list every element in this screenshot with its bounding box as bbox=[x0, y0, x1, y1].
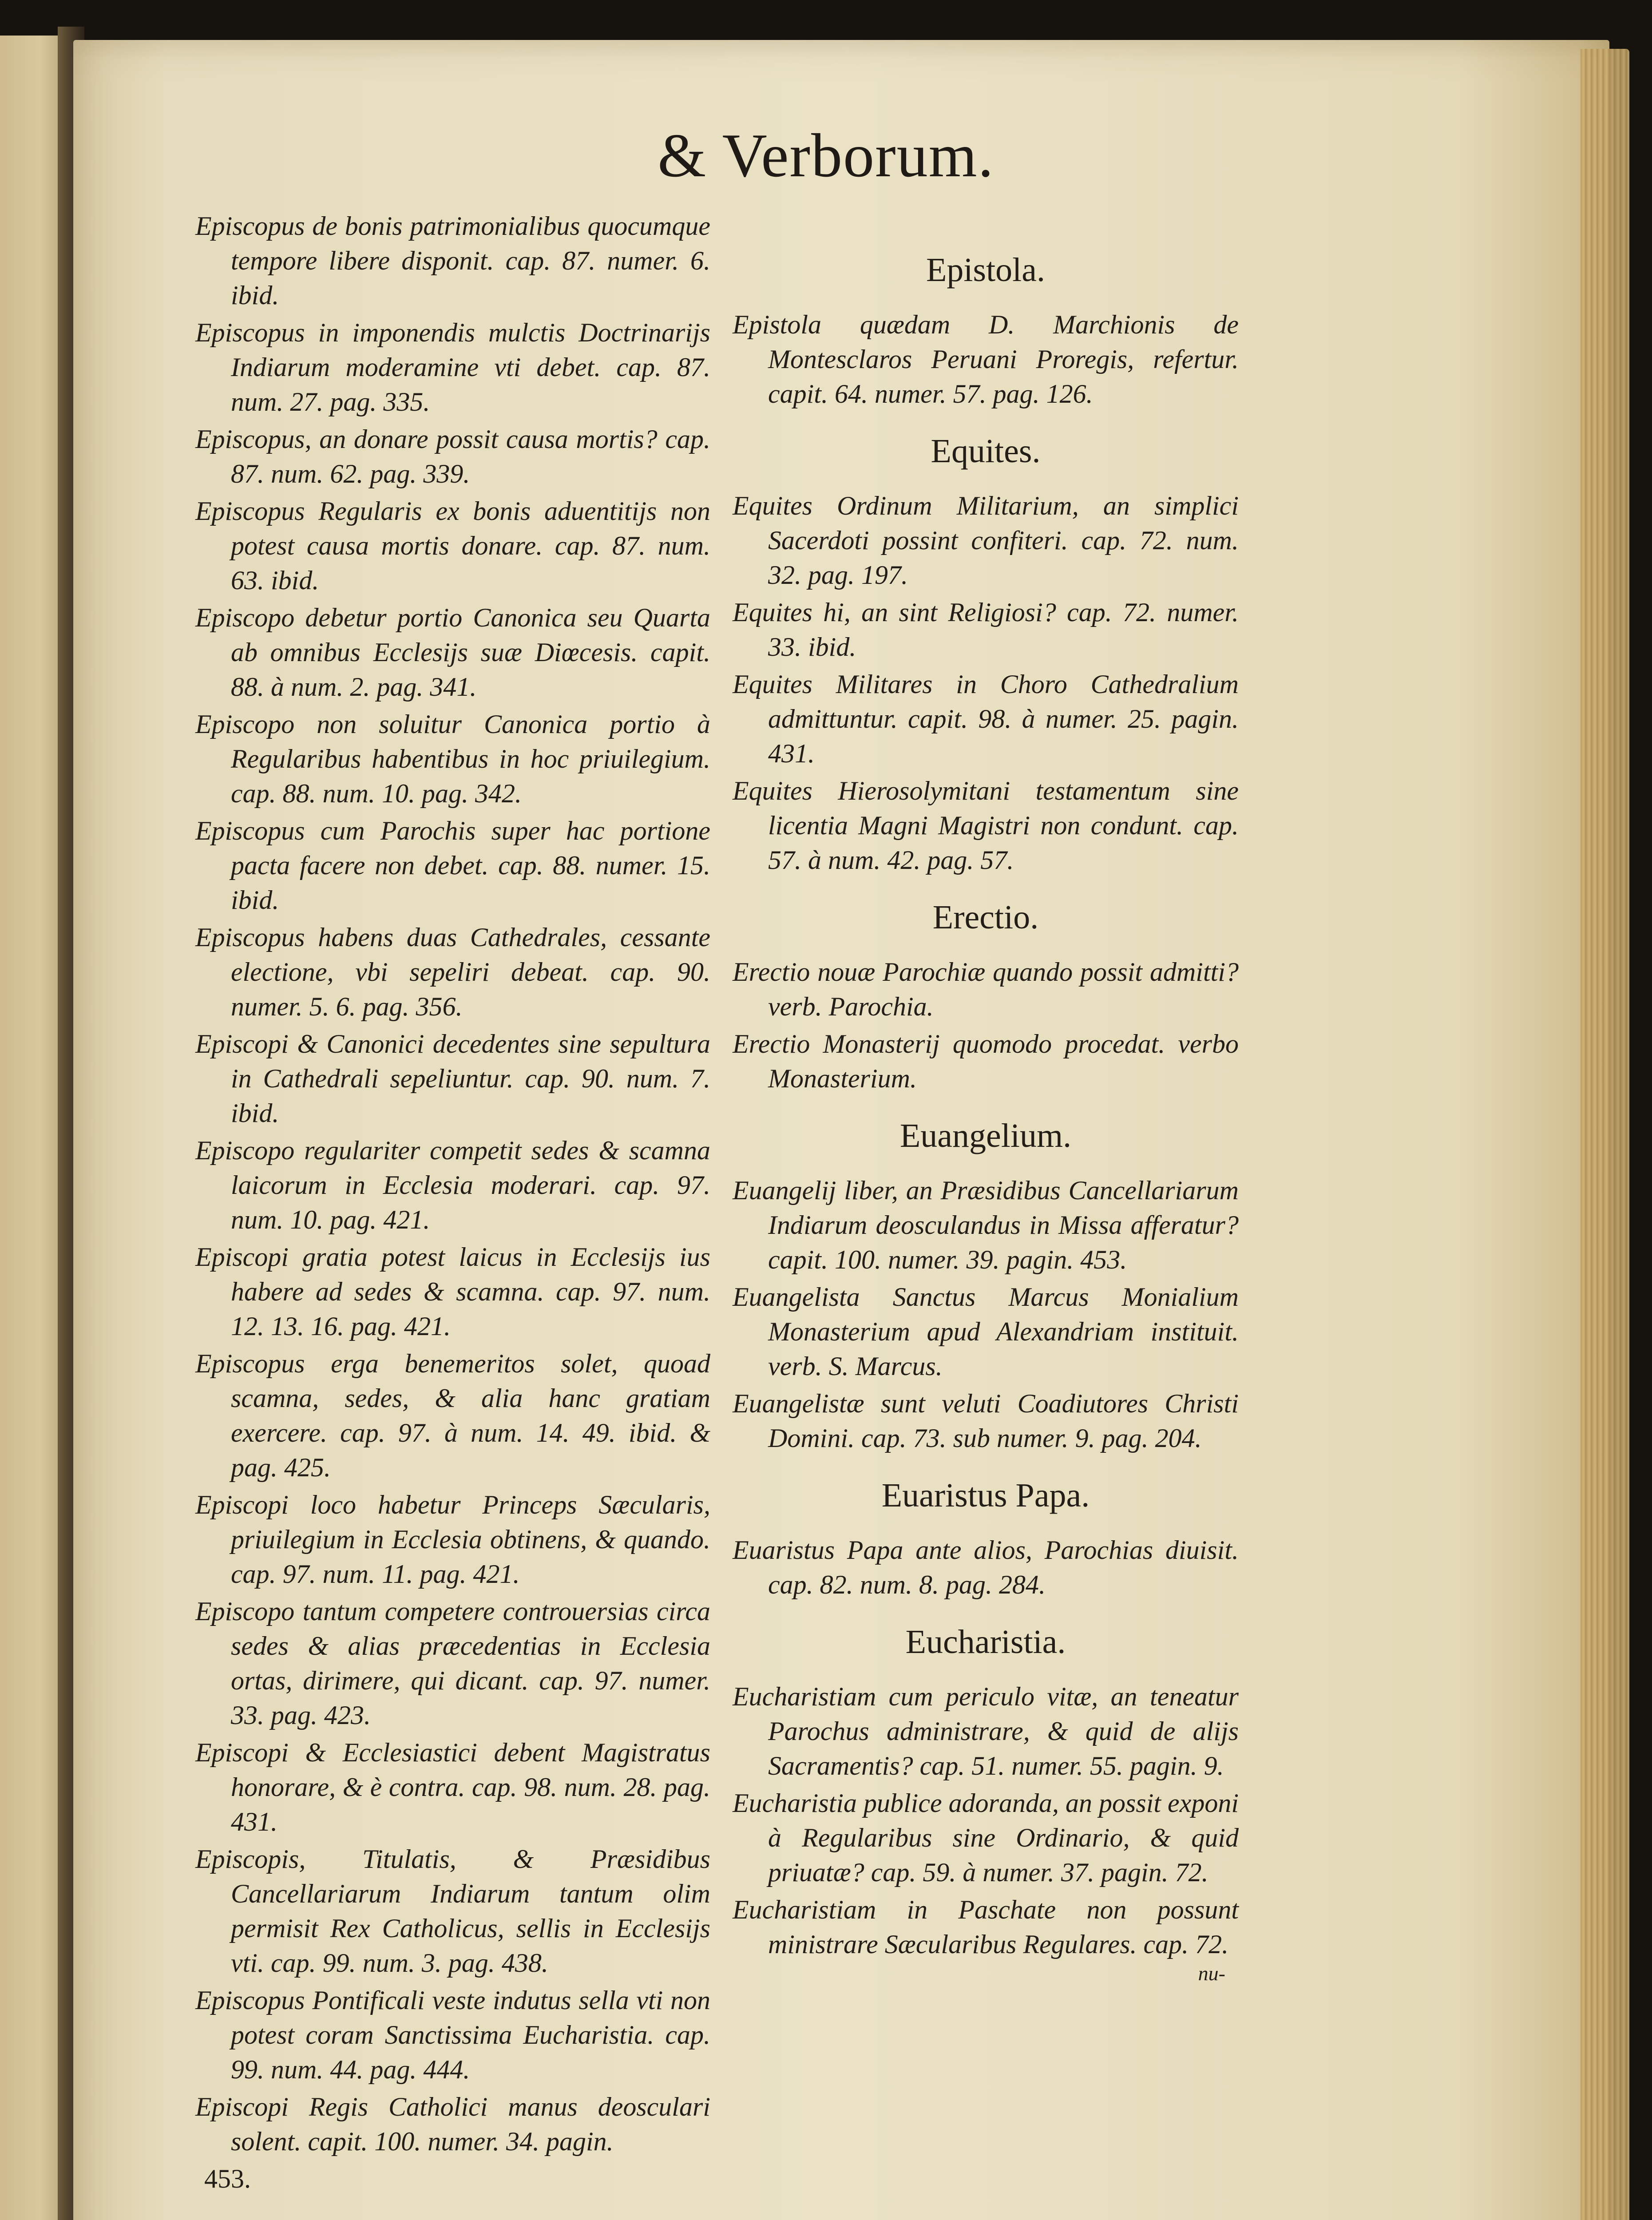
index-entry: Episcopus in imponendis mulctis Doctrinarijs Indiarum moderamine vti debet. cap. 87. num. 27. pag. 335. bbox=[195, 318, 710, 416]
left-column bbox=[195, 209, 710, 2196]
index-entry: Episcopo tantum competere controuersias circa sedes & alias præcedentias in Ecclesia ortas, dirimere, qui dicant. cap. 97. numer. 33. pag. 423. bbox=[195, 1597, 710, 1730]
index-entry: Eucharistiam in Paschate non possunt ministrare Sæcularibus Regulares. cap. 72. bbox=[733, 1895, 1239, 1959]
index-entry: Episcopi loco habetur Princeps Sæcularis, priuilegium in Ecclesia obtinens, & quando. cap. 97. num. 11. pag. 421. bbox=[195, 1490, 710, 1589]
index-entry: Episcopi Regis Catholici manus deosculari solent. capit. 100. numer. 34. pagin. bbox=[195, 2092, 710, 2156]
index-entry: Euangelij liber, an Præsidibus Cancellariarum Indiarum deosculandus in Missa afferatur? capit. 100. numer. 39. pagin. 453. bbox=[733, 1176, 1239, 1274]
index-entry: Erectio Monasterij quomodo procedat. verbo Monasterium. bbox=[733, 1029, 1239, 1093]
catchword: nu- bbox=[1198, 1962, 1225, 1985]
index-entry: Equites Ordinum Militarium, an simplici Sacerdoti possint confiteri. cap. 72. num. 32. pag. 197. bbox=[733, 491, 1239, 590]
index-entry: Episcopus de bonis patrimonialibus quocumque tempore libere disponit. cap. 87. numer. 6. ibid. bbox=[195, 211, 710, 310]
section-heading: Euaristus Papa. bbox=[881, 1477, 1090, 1514]
index-entry: Equites Hierosolymitani testamentum sine licentia Magni Magistri non condunt. cap. 57. à num. 42. pag. 57. bbox=[733, 776, 1239, 875]
index-entry: Episcopi & Canonici decedentes sine sepultura in Cathedrali sepeliuntur. cap. 90. num. 7. ibid. bbox=[195, 1029, 710, 1128]
index-entry: Euangelista Sanctus Marcus Monialium Monasterium apud Alexandriam instituit. verb. S. Marcus. bbox=[733, 1282, 1239, 1381]
section-heading: Eucharistia. bbox=[905, 1623, 1066, 1661]
page-stack-edge bbox=[1581, 49, 1629, 2220]
index-entry: Episcopo debetur portio Canonica seu Quarta ab omnibus Ecclesijs suæ Diœcesis. capit. 88. à num. 2. pag. 341. bbox=[195, 603, 710, 702]
index-entry: Episcopus cum Parochis super hac portione pacta facere non debet. cap. 88. numer. 15. ibid. bbox=[195, 816, 710, 915]
index-entry: Epistola quædam D. Marchionis de Montesclaros Peruani Proregis, refertur. capit. 64. numer. 57. pag. 126. bbox=[733, 310, 1239, 408]
index-entry: Euaristus Papa ante alios, Parochias diuisit. cap. 82. num. 8. pag. 284. bbox=[733, 1535, 1239, 1599]
running-head: & Verborum. bbox=[658, 121, 994, 190]
right-column bbox=[733, 249, 1239, 1985]
previous-page-edge bbox=[0, 36, 67, 2220]
section-heading: Erectio. bbox=[932, 899, 1039, 936]
index-entry: Episcopus erga benemeritos solet, quoad scamna, sedes, & alia hanc gratiam exercere. cap. 97. à num. 14. 49. ibid. & pag. 425. bbox=[195, 1349, 710, 1482]
section-heading: Euangelium. bbox=[899, 1117, 1072, 1154]
index-entry: Eucharistia publice adoranda, an possit exponi à Regularibus sine Ordinario, & quid priuatæ? cap. 59. à numer. 37. pagin. 72. bbox=[733, 1788, 1239, 1887]
index-entry: Euangelistæ sunt veluti Coadiutores Christi Domini. cap. 73. sub numer. 9. pag. 204. bbox=[733, 1389, 1239, 1453]
index-entry: Episcopus, an donare possit causa mortis? cap. 87. num. 62. pag. 339. bbox=[195, 424, 710, 488]
index-entry: Episcopus habens duas Cathedrales, cessante electione, vbi sepeliri debeat. cap. 90. numer. 5. 6. pag. 356. bbox=[195, 923, 710, 1021]
index-entry: Eucharistiam cum periculo vitæ, an teneatur Parochus administrare, & quid de alijs Sacramentis? cap. 51. numer. 55. pagin. 9. bbox=[733, 1682, 1239, 1780]
section-heading: Equites. bbox=[931, 432, 1041, 470]
index-entry: Equites hi, an sint Religiosi? cap. 72. numer. 33. ibid. bbox=[733, 598, 1239, 662]
index-entry: Erectio nouæ Parochiæ quando possit admitti? verb. Parochia. bbox=[733, 957, 1239, 1021]
section-heading: Epistola. bbox=[926, 251, 1046, 289]
index-entry: Episcopus Pontificali veste indutus sella vti non potest coram Sanctissima Eucharistia. cap. 99. num. 44. pag. 444. bbox=[195, 1986, 710, 2084]
index-entry: Equites Militares in Choro Cathedralium admittuntur. capit. 98. à numer. 25. pagin. 431. bbox=[733, 670, 1239, 768]
index-entry: Episcopis, Titulatis, & Præsidibus Cancellariarum Indiarum tantum olim permisit Rex Catholicus, sellis in Ecclesijs vti. cap. 99. num. 3. pag. 438. bbox=[195, 1844, 710, 1978]
index-entry: Episcopo regulariter competit sedes & scamna laicorum in Ecclesia moderari. cap. 97. num. 10. pag. 421. bbox=[195, 1136, 710, 1234]
entry-continuation: 453. bbox=[204, 2164, 251, 2193]
index-entry: Episcopus Regularis ex bonis aduentitijs non potest causa mortis donare. cap. 87. num. 63. ibid. bbox=[195, 496, 710, 595]
index-entry: Episcopo non soluitur Canonica portio à Regularibus habentibus in hoc priuilegium. cap. 88. num. 10. pag. 342. bbox=[195, 710, 710, 808]
index-entry: Episcopi & Ecclesiastici debent Magistratus honorare, & è contra. cap. 98. num. 28. pag. 431. bbox=[195, 1738, 710, 1836]
index-entry: Episcopi gratia potest laicus in Ecclesijs ius habere ad sedes & scamna. cap. 97. num. 12. 13. 16. pag. 421. bbox=[195, 1242, 710, 1341]
